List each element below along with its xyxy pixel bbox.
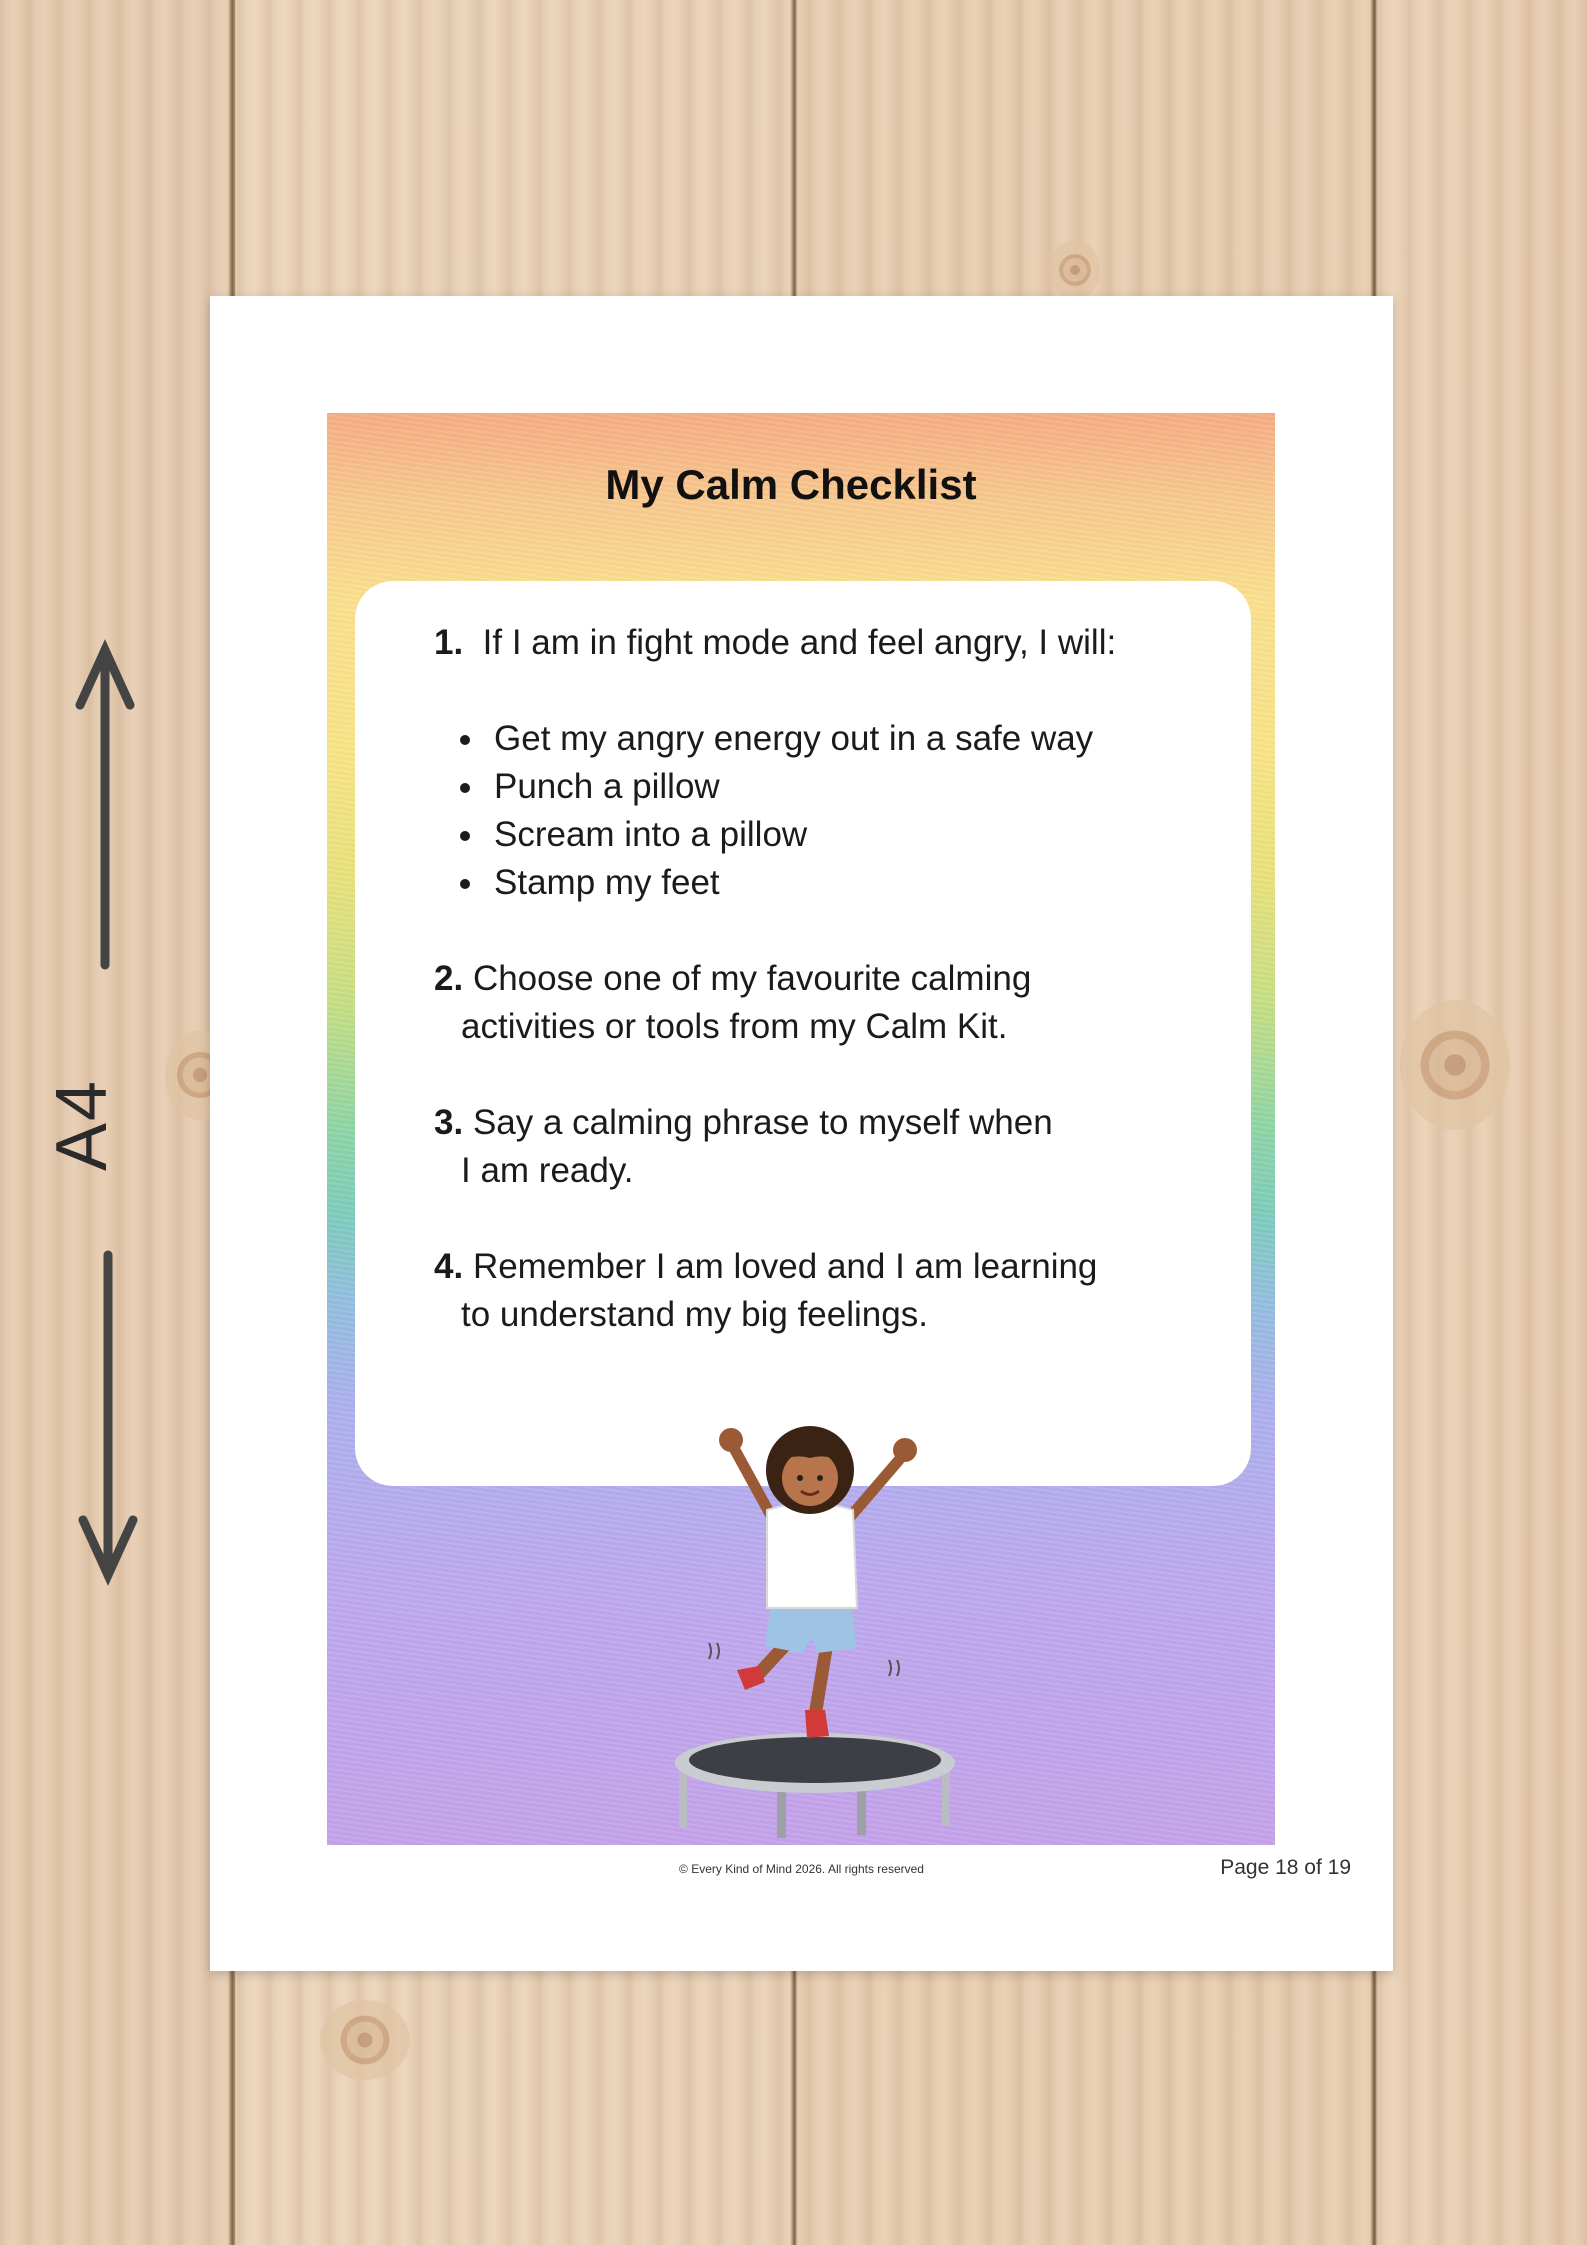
printed-sheet <box>210 296 1393 1971</box>
checklist <box>434 619 1224 1387</box>
bullet-item: Punch a pillow <box>456 763 1224 811</box>
a4-size-label: A4 <box>42 1078 122 1172</box>
calm-checklist-poster <box>327 413 1275 1845</box>
step-number: 3. <box>434 1103 464 1142</box>
step-text: Remember I am loved and I am learning <box>472 1247 1098 1286</box>
step-1-bullet-list <box>434 715 1224 907</box>
page-number: Page 18 of 19 <box>1220 1856 1351 1879</box>
wood-knot <box>320 2000 410 2080</box>
step-number: 2. <box>434 959 464 998</box>
bullet-item: Get my angry energy out in a safe way <box>456 715 1224 763</box>
step-text: Choose one of my favourite calming <box>472 959 1032 998</box>
step-text: Say a calming phrase to myself when <box>472 1103 1053 1142</box>
poster-title: My Calm Checklist <box>605 461 977 508</box>
copyright-notice: © Every Kind of Mind 2026. All rights reserved <box>679 1862 924 1876</box>
checklist-step-4 <box>434 1243 1224 1339</box>
checklist-step-1 <box>434 619 1224 907</box>
wood-knot <box>1050 240 1100 300</box>
step-number: 1. <box>434 623 464 662</box>
girl-trampoline-illustration <box>667 1398 967 1838</box>
checklist-step-2 <box>434 955 1224 1051</box>
checklist-card <box>355 581 1251 1486</box>
step-text-continued: I am ready. <box>461 1151 634 1190</box>
checklist-step-3 <box>434 1099 1224 1195</box>
wood-knot <box>1400 1000 1510 1130</box>
bullet-item: Stamp my feet <box>456 859 1224 907</box>
bullet-item: Scream into a pillow <box>456 811 1224 859</box>
step-text: If I am in fight mode and feel angry, I will: <box>482 623 1117 662</box>
trampoline-icon <box>675 1733 955 1838</box>
step-text-continued: activities or tools from my Calm Kit. <box>461 1007 1008 1046</box>
step-text-continued: to understand my big feelings. <box>461 1295 928 1334</box>
step-number: 4. <box>434 1247 464 1286</box>
